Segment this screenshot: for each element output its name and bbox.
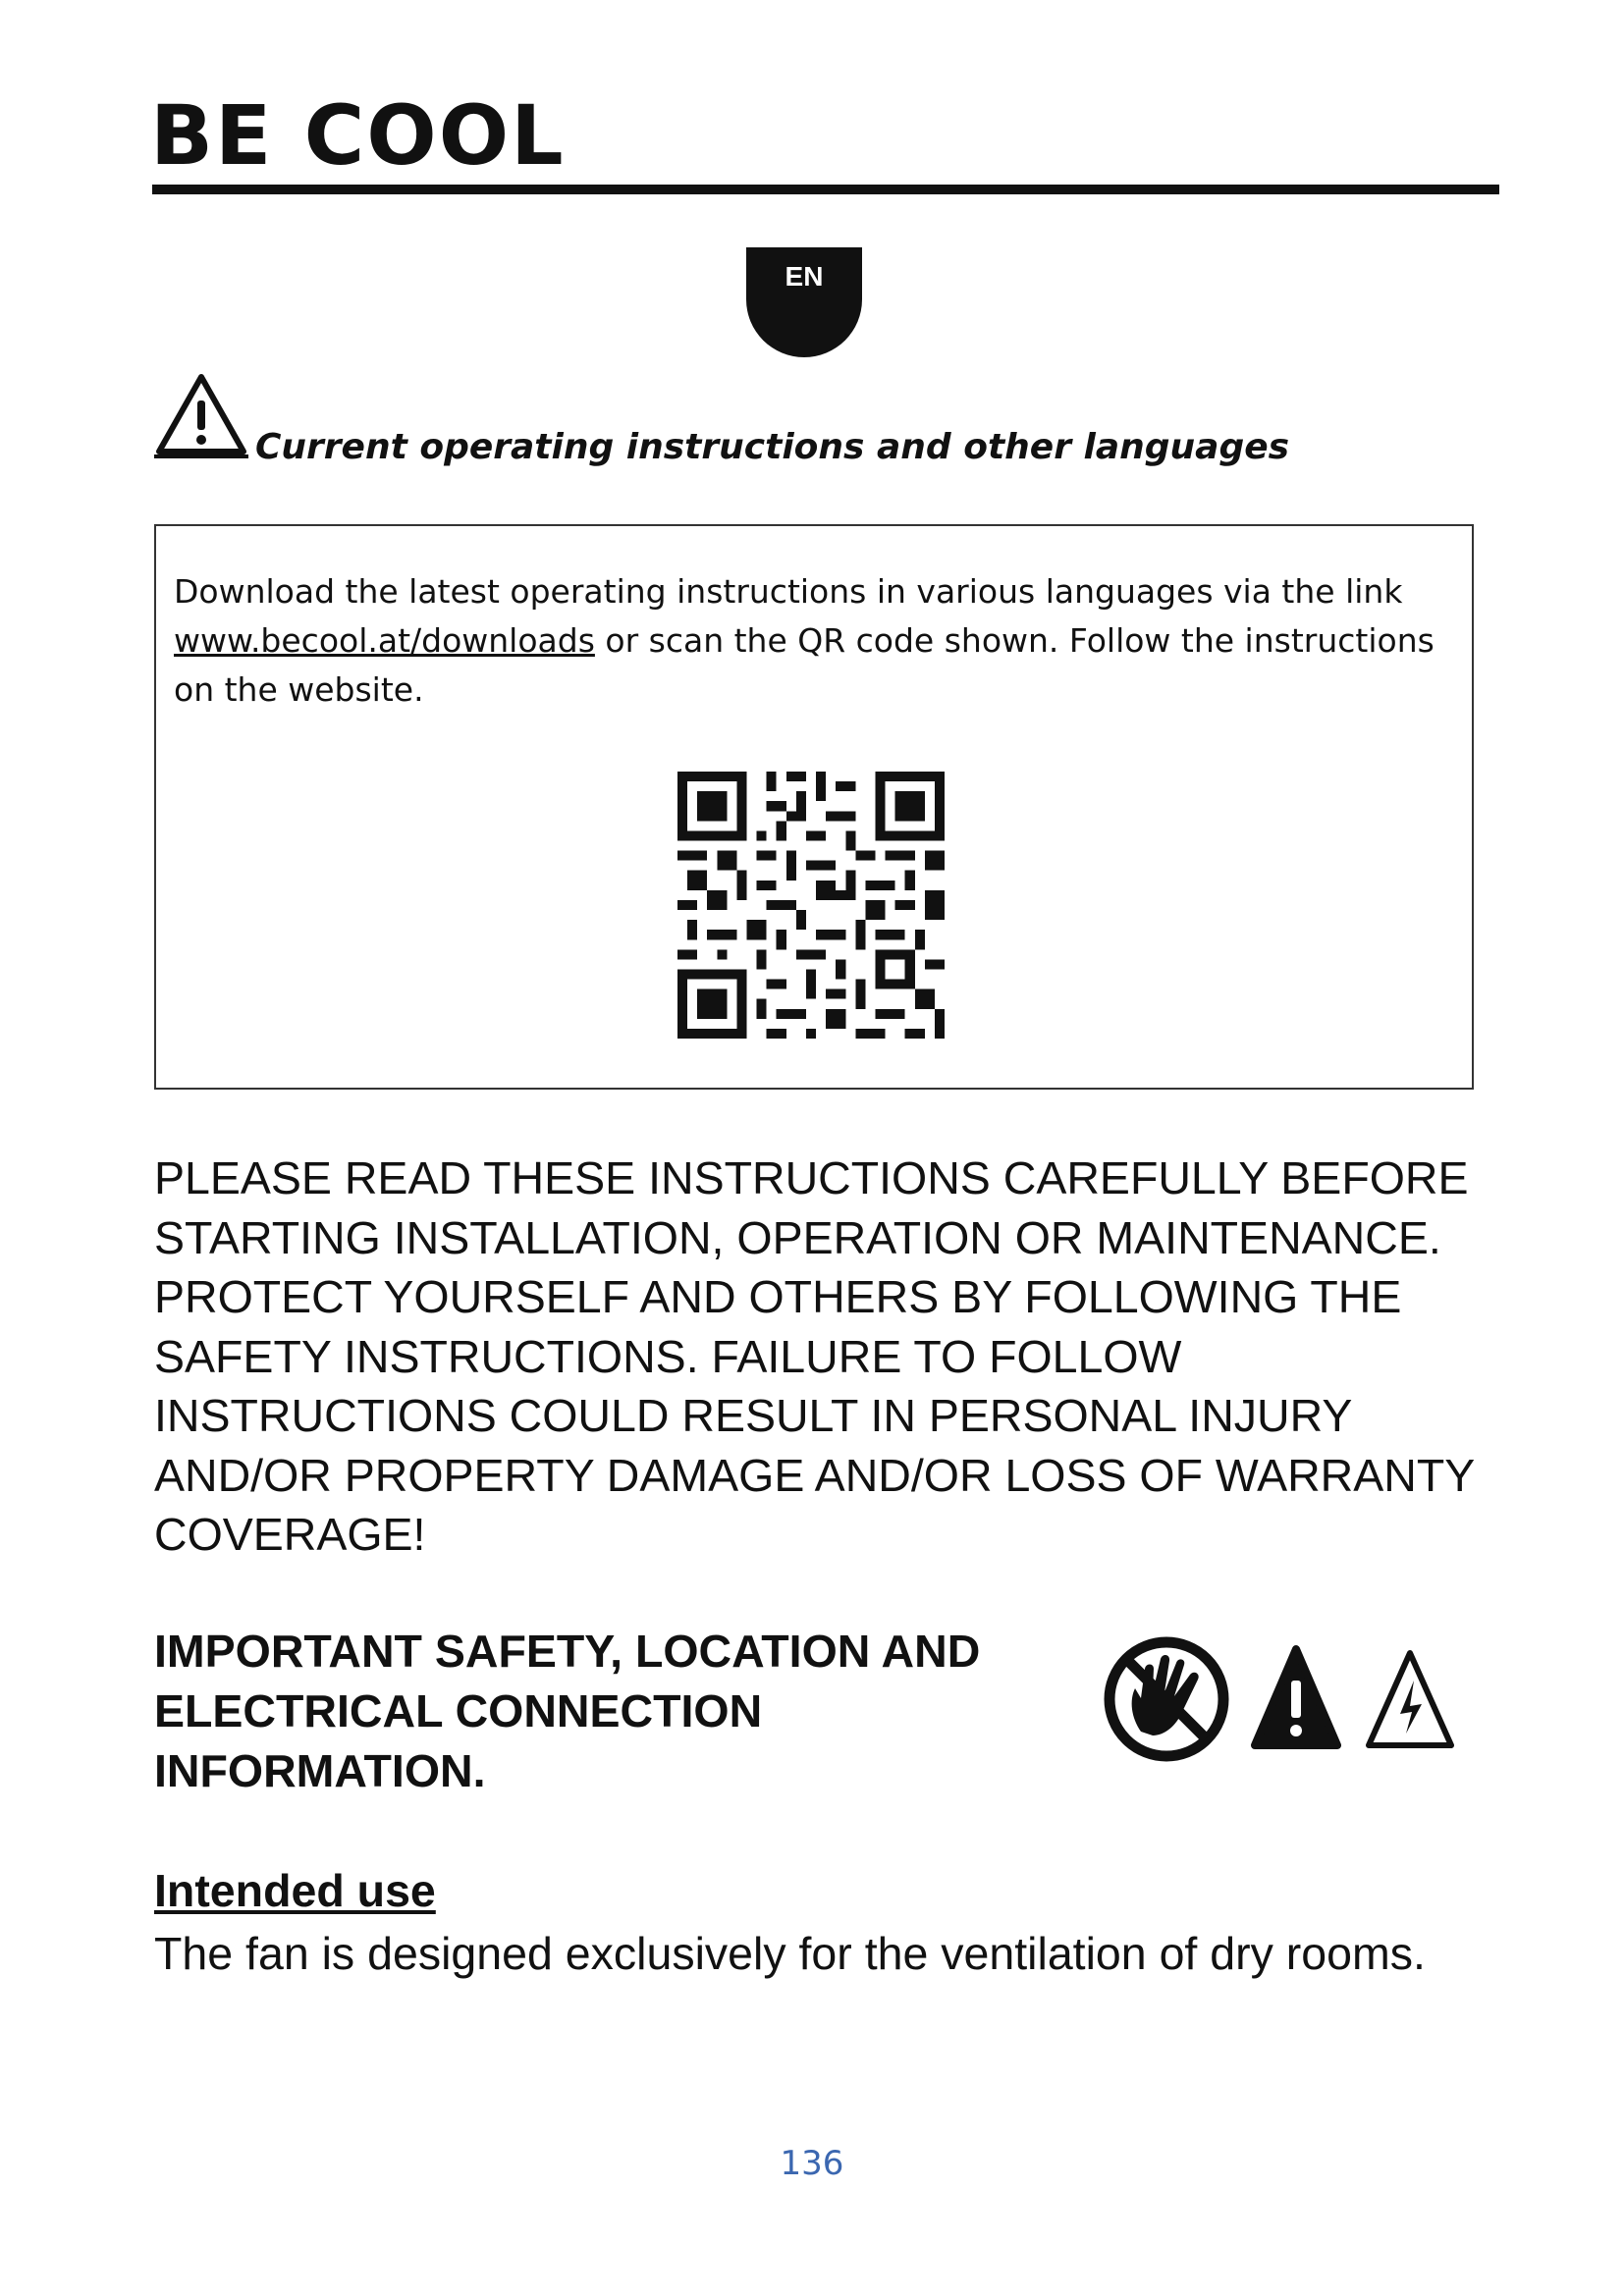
caution-paragraph: PLEASE READ THESE INSTRUCTIONS CAREFULLY BEFORE STARTING INSTALLATION, OPERATION OR MAINTENANCE. PROTECT YOURSELF AND OTHERS BY FOLLOWING THE SAFETY INSTRUCTIONS. FAILURE TO FOLLOW INSTRUCTIONS COULD RESULT IN PERSONAL INJURY AND/OR PROPERTY DAMAGE AND/OR LOSS OF WARRANTY COVERAGE! (154, 1152, 1475, 1560)
intended-use-text: The fan is designed exclusively for the ventilation of dry rooms. (154, 1928, 1426, 1979)
warning-icon (1255, 1649, 1337, 1745)
warning-triangle-icon (154, 371, 248, 459)
downloads-link[interactable]: www.becool.at/downloads (174, 621, 595, 660)
download-instructions (174, 567, 1450, 715)
safety-icons (1102, 1629, 1475, 1769)
download-text-end: or scan the QR code shown. Follow the instructions on the website. (174, 621, 1435, 709)
page-number: 136 (780, 2144, 844, 2183)
safety-heading: IMPORTANT SAFETY, LOCATION AND ELECTRICAL CONNECTION INFORMATION. (154, 1626, 981, 1796)
intended-use-heading: Intended use (154, 1865, 436, 1916)
no-touch-icon (1110, 1642, 1223, 1756)
section-heading: Current operating instructions and other languages (255, 427, 1290, 467)
qr-code[interactable] (677, 772, 945, 1039)
brand-logo: BE COOL (150, 87, 566, 184)
electrical-hazard-icon (1369, 1653, 1451, 1745)
header-divider (152, 185, 1499, 194)
download-text-start: Download the latest operating instructions in various languages via the link (174, 572, 1403, 611)
language-badge: EN (746, 247, 862, 357)
